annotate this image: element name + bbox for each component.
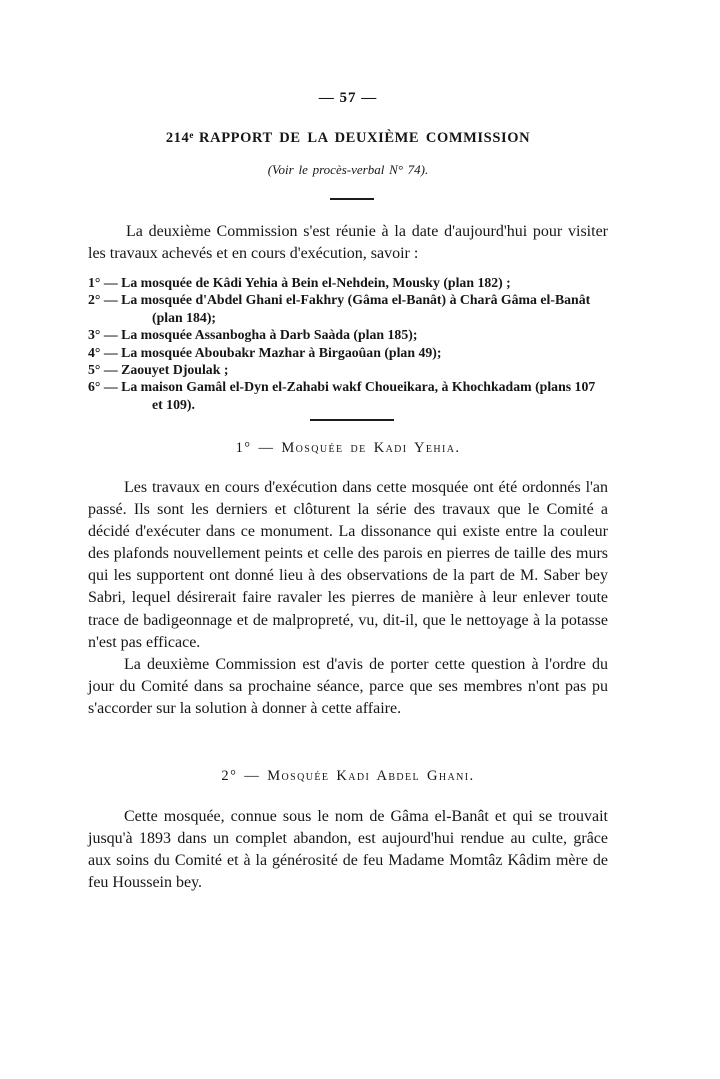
section-2-paragraph-1: Cette mosquée, connue sous le nom de Gâma el-Banât et qui se trouvait jusqu'à 1893 dans un complet abandon, est aujourd'hui rendue au culte, grâce aux soins du Comité et à la générosité de feu Madame Momtâz Kâdim mère de feu Houssein bey. bbox=[88, 808, 608, 892]
list-item-2: 2° — La mosquée d'Abdel Ghani el-Fakhry (Gâma el-Banât) à Charâ Gâma el-Banât (plan 184); bbox=[88, 292, 591, 325]
divider-rule-top bbox=[330, 198, 374, 200]
section-1-paragraph-2: La deuxième Commission est d'avis de porter cette question à l'ordre du jour du Comité dans sa prochaine séance, parce que ses membres n'ont pas pu s'accorder sur la solution à donner à cette affaire. bbox=[88, 655, 608, 717]
report-title-text: RAPPORT DE LA DEUXIÈME COMMISSION bbox=[199, 130, 531, 146]
report-title-number: 214 bbox=[165, 130, 190, 146]
intro-paragraph: La deuxième Commission s'est réunie à la date d'aujourd'hui pour visiter les travaux achevés et en cours d'exécution, savoir : bbox=[88, 223, 608, 263]
section-heading-2: 2° — Mosquée Kadi Abdel Ghani. bbox=[221, 768, 475, 784]
page-number: — 57 — bbox=[318, 90, 378, 106]
report-subtitle: (Voir le procès-verbal N° 74). bbox=[267, 162, 429, 177]
report-title bbox=[88, 130, 608, 147]
divider-rule-middle bbox=[310, 419, 394, 421]
report-title-ordinal-suffix: e bbox=[189, 130, 194, 140]
list-item-1: 1° — La mosquée de Kâdi Yehia à Bein el-Nehdein, Mousky (plan 182) ; bbox=[88, 275, 511, 290]
section-1-paragraph-1: Les travaux en cours d'exécution dans cette mosquée ont été ordonnés l'an passé. Ils sont les derniers et clôturent la série des travaux que le Comité a décidé d'exécuter dans ce monument. La dissonance qui existe entre la couleur des plafonds nouvellement peints et celle des parois en pierres de taille des murs qui les supportent ont donné lieu à des observations de la part de M. Saber bey Sabri, lequel désirerait faire ravaler les pierres de manière à leur enlever toute trace de badigeonnage et de malpropreté, vu, dit-il, que le nettoyage à la potasse n'est pas efficace. bbox=[88, 479, 608, 651]
list-item-5: 5° — Zaouyet Djoulak ; bbox=[88, 362, 229, 378]
list-item-4: 4° — La mosquée Aboubakr Mazhar à Birgaoûan (plan 49); bbox=[88, 344, 442, 360]
section-heading-1: 1° — Mosquée de Kadi Yehia. bbox=[235, 440, 461, 456]
section-1-body bbox=[88, 477, 608, 720]
list-item-3: 3° — La mosquée Assanbogha à Darb Saàda (plan 185); bbox=[88, 327, 418, 343]
list-item-6: 6° — La maison Gamâl el-Dyn el-Zahabi wakf Choueikara, à Khochkadam (plans 107 et 109). bbox=[88, 379, 596, 412]
visited-works-list bbox=[88, 274, 608, 413]
section-2-body bbox=[88, 806, 608, 894]
